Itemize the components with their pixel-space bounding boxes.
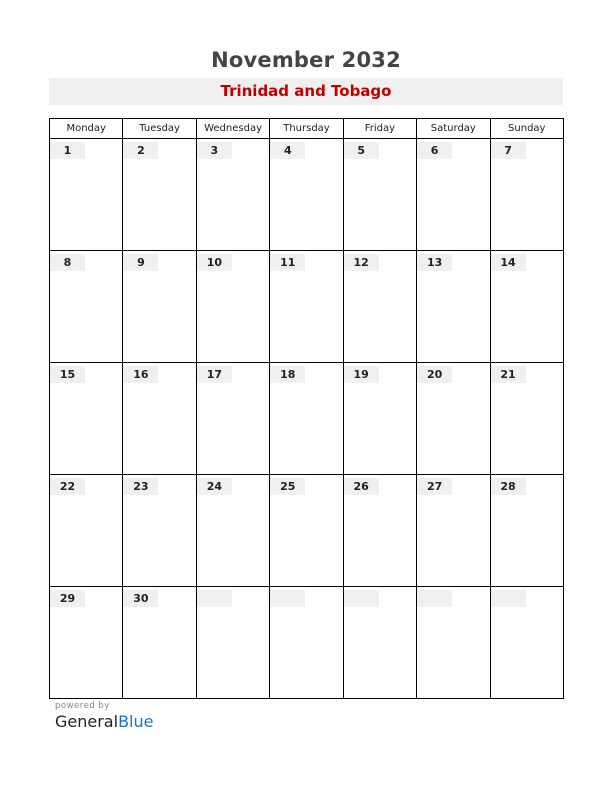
day-number: 28 [491,478,526,495]
day-number: 5 [344,142,379,159]
day-number: 8 [50,254,85,271]
day-number-empty [344,590,379,607]
day-cell [50,363,123,475]
day-cell [270,139,343,251]
week-row [50,475,564,587]
week-row [50,587,564,699]
weekday-header: Friday [343,119,416,139]
day-cell [50,587,123,699]
day-cell [196,251,269,363]
day-number: 18 [270,366,305,383]
day-cell [343,587,416,699]
day-number: 23 [123,478,158,495]
day-number: 20 [417,366,452,383]
week-row [50,363,564,475]
day-cell [50,251,123,363]
day-cell [270,363,343,475]
day-number: 4 [270,142,305,159]
week-row [50,251,564,363]
brand-logo[interactable] [55,712,153,731]
day-cell [417,139,490,251]
day-cell [343,139,416,251]
day-cell [490,363,563,475]
day-number: 25 [270,478,305,495]
day-cell [196,363,269,475]
day-cell [490,251,563,363]
day-number: 9 [123,254,158,271]
day-cell [123,587,196,699]
day-cell [417,363,490,475]
day-cell [343,251,416,363]
day-number: 3 [197,142,232,159]
day-number: 11 [270,254,305,271]
day-cell [270,251,343,363]
day-number: 14 [491,254,526,271]
day-number: 26 [344,478,379,495]
day-number: 12 [344,254,379,271]
day-cell [196,139,269,251]
day-number: 24 [197,478,232,495]
footer [55,701,153,731]
day-number: 29 [50,590,85,607]
day-number: 16 [123,366,158,383]
weekday-header: Monday [50,119,123,139]
day-cell [196,587,269,699]
day-number: 19 [344,366,379,383]
day-number: 30 [123,590,158,607]
day-cell [123,363,196,475]
weekday-header: Sunday [490,119,563,139]
weekday-header: Thursday [270,119,343,139]
brand-name-part2: Blue [118,712,154,731]
day-cell [123,475,196,587]
day-cell [490,587,563,699]
day-number: 21 [491,366,526,383]
week-row [50,139,564,251]
day-number: 27 [417,478,452,495]
day-cell [270,475,343,587]
powered-by-text: powered by [55,701,110,711]
day-cell [123,139,196,251]
day-number: 1 [50,142,85,159]
day-number: 13 [417,254,452,271]
day-cell [50,475,123,587]
day-number: 7 [491,142,526,159]
day-cell [417,587,490,699]
day-number: 22 [50,478,85,495]
day-number: 6 [417,142,452,159]
country-name: Trinidad and Tobago [49,78,563,105]
day-cell [50,139,123,251]
day-cell [123,251,196,363]
day-number: 15 [50,366,85,383]
day-cell [270,587,343,699]
day-number-empty [491,590,526,607]
day-cell [490,475,563,587]
day-number-empty [270,590,305,607]
day-cell [196,475,269,587]
weekday-header: Saturday [417,119,490,139]
day-number-empty [197,590,232,607]
day-cell [417,251,490,363]
day-cell [490,139,563,251]
calendar-title: November 2032 [211,48,401,72]
weekday-header-row [50,119,564,139]
day-number: 10 [197,254,232,271]
weekday-header: Wednesday [196,119,269,139]
weekday-header: Tuesday [123,119,196,139]
day-cell [343,363,416,475]
day-number: 17 [197,366,232,383]
day-cell [343,475,416,587]
day-number: 2 [123,142,158,159]
brand-name-part1: General [55,712,119,731]
day-cell [417,475,490,587]
calendar-grid [49,118,564,699]
day-number-empty [417,590,452,607]
